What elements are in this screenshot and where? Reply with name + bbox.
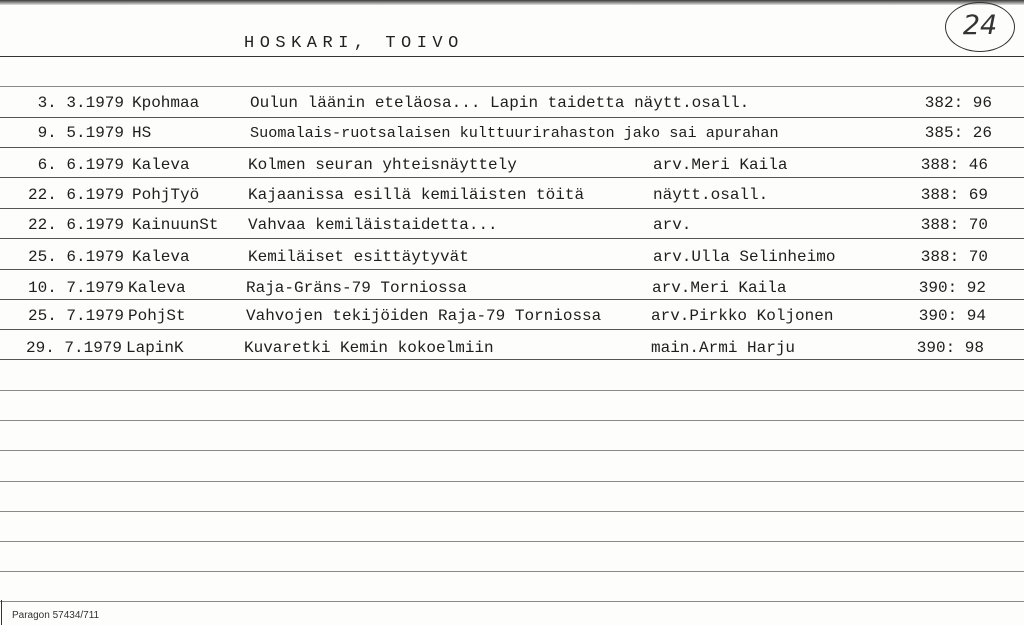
entry-source: Kaleva (132, 156, 190, 174)
ruled-line (0, 329, 1024, 330)
entry-source: HS (132, 124, 152, 142)
ruled-line (0, 420, 1024, 421)
printer-imprint: Paragon 57434/711 (12, 610, 100, 621)
entry-note: arv.Meri Kaila (653, 156, 788, 174)
entry-reference: 388: 70 (920, 248, 988, 266)
entry-date: 29. 7.1979 (25, 339, 122, 357)
card-name-header: HOSKARI, TOIVO (244, 34, 464, 53)
entry-source: PohjSt (128, 307, 186, 325)
ruled-line (0, 390, 1024, 391)
entry-reference: 388: 69 (920, 186, 988, 204)
card-number-circled: 24 (945, 2, 1015, 52)
entry-title: Kajaanissa esillä kemiläisten töitä (248, 186, 585, 204)
card-edge-mark (1, 600, 2, 625)
entry-source: Kaleva (128, 279, 186, 297)
scan-edge-shadow (0, 0, 1024, 5)
entry-title: Raja-Gräns-79 Torniossa (246, 279, 467, 297)
entry-source: KainuunSt (132, 216, 219, 234)
ruled-line (0, 359, 1024, 360)
entry-note: arv.Meri Kaila (652, 279, 787, 297)
entry-source: Kpohmaa (132, 94, 200, 112)
entry-note: näytt.osall. (653, 186, 769, 204)
ruled-line (0, 481, 1024, 482)
ruled-line (0, 541, 1024, 542)
entry-date: 25. 6.1979 (27, 248, 124, 266)
entry-title: Vahvaa kemiläistaidetta... (248, 216, 498, 234)
entry-source: PohjTyö (132, 186, 200, 204)
entry-reference: 385: 26 (924, 124, 992, 142)
entry-title: Kolmen seuran yhteisnäyttely (248, 156, 517, 174)
entry-date: 9. 5.1979 (37, 124, 124, 142)
ruled-line (0, 177, 1024, 178)
ruled-line (0, 269, 1024, 270)
ruled-line (0, 208, 1024, 209)
entry-note: arv.Ulla Selinheimo (653, 248, 836, 266)
header-rule (0, 56, 1024, 57)
entry-source: Kaleva (132, 248, 190, 266)
ruled-line (0, 238, 1024, 239)
entry-date: 25. 7.1979 (27, 307, 124, 325)
entry-date: 22. 6.1979 (27, 186, 124, 204)
entry-reference: 390: 98 (916, 339, 984, 357)
ruled-line (0, 86, 1024, 87)
ruled-line (0, 571, 1024, 572)
entry-note: main.Armi Harju (651, 339, 796, 357)
entry-title: Kuvaretki Kemin kokoelmiin (244, 339, 494, 357)
ruled-line (0, 299, 1024, 300)
entry-reference: 390: 94 (918, 307, 986, 325)
entry-note: arv. (653, 216, 692, 234)
entry-source: LapinK (126, 339, 184, 357)
ruled-line (0, 147, 1024, 148)
entry-date: 10. 7.1979 (27, 279, 124, 297)
entry-reference: 390: 92 (918, 279, 986, 297)
ruled-line (0, 601, 1024, 602)
entry-date: 22. 6.1979 (27, 216, 124, 234)
entry-reference: 388: 70 (920, 216, 988, 234)
entry-title: Suomalais-ruotsalaisen kulttuurirahaston jako sai apurahan (250, 124, 779, 142)
entry-title: Oulun läänin eteläosa... Lapin taidetta näytt.osall. (250, 94, 750, 112)
entry-reference: 382: 96 (924, 94, 992, 112)
entry-date: 6. 6.1979 (37, 156, 124, 174)
entry-title: Kemiläiset esittäytyvät (248, 248, 469, 266)
entry-reference: 388: 46 (920, 156, 988, 174)
ruled-line (0, 511, 1024, 512)
entry-date: 3. 3.1979 (37, 94, 124, 112)
ruled-line (0, 117, 1024, 118)
entry-title: Vahvojen tekijöiden Raja-79 Torniossa (246, 307, 602, 325)
ruled-line (0, 450, 1024, 451)
entry-note: arv.Pirkko Koljonen (651, 307, 834, 325)
